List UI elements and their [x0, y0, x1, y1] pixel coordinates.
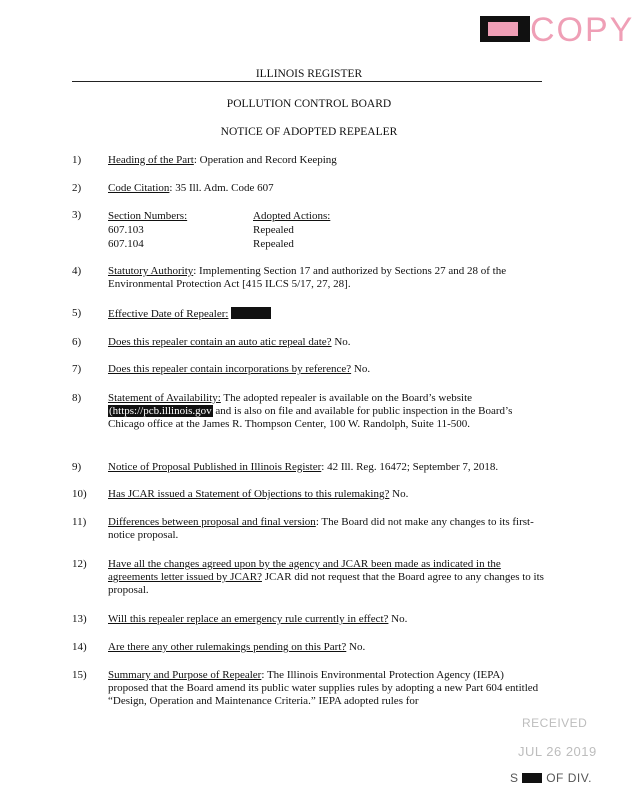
item-number: 7)	[72, 363, 82, 375]
item-number: 9)	[72, 461, 82, 473]
item-label: Does this repealer contain an auto atic repeal date?	[108, 336, 332, 348]
item-6	[108, 336, 544, 349]
item-number: 8)	[72, 392, 82, 404]
section-numbers-column	[108, 209, 248, 251]
item-label: Have all the changes agreed upon by the agency and JCAR been made as indicated in the agreements letter issued by JCAR?	[108, 558, 501, 583]
item-14	[108, 641, 544, 654]
item-number: 13)	[72, 613, 87, 625]
notice-title: NOTICE OF ADOPTED REPEALER	[220, 126, 398, 138]
item-label: Effective Date of Repealer:	[108, 308, 229, 320]
item-label: Notice of Proposal Published in Illinois Register	[108, 461, 322, 473]
item-number: 14)	[72, 641, 87, 653]
redaction-inner	[488, 22, 518, 36]
adopted-actions-label: Adopted Actions:	[253, 210, 331, 222]
item-12	[108, 558, 544, 597]
item-text: No.	[331, 336, 351, 348]
item-13	[108, 613, 544, 626]
item-number: 5)	[72, 307, 82, 319]
item-label: Does this repealer contain incorporations by reference?	[108, 363, 352, 375]
item-label: Heading of the Part	[108, 154, 194, 166]
received-stamp-label: RECEIVED	[522, 716, 588, 730]
item-number: 12)	[72, 558, 87, 570]
item-text: No.	[389, 488, 409, 500]
item-label: Code Citation	[108, 182, 170, 194]
item-label: Statement of Availability:	[108, 392, 221, 404]
item-number: 2)	[72, 182, 82, 194]
item-number: 10)	[72, 488, 87, 500]
received-office-part: OF	[546, 771, 564, 785]
item-number: 3)	[72, 209, 82, 221]
item-2	[108, 182, 544, 195]
item-label: Are there any other rulemakings pending on this Part?	[108, 641, 347, 653]
item-label: Summary and Purpose of Repealer	[108, 669, 262, 681]
adopted-action: Repealed	[253, 224, 294, 236]
item-number: 4)	[72, 265, 82, 277]
item-5	[108, 307, 544, 321]
item-label: Statutory Authority	[108, 265, 194, 277]
received-stamp-date: JUL 26 2019	[518, 744, 597, 759]
item-4	[108, 265, 544, 291]
adopted-action: Repealed	[253, 238, 294, 250]
item-9	[108, 461, 544, 474]
header-rule	[72, 81, 542, 82]
item-text: : The Illinois Environmental Protection Agency (IEPA) proposed that the Board amend its public water supplies rules by adopting a new Part 604 entitled “Design, Operation and Maintenance Criteria.” IEPA adopted rules for	[108, 669, 539, 707]
item-text: JCAR did not request that the Board agree to any changes to its proposal.	[108, 571, 544, 596]
item-text: : The Board did not make any changes to its first-notice proposal.	[108, 516, 534, 541]
item-number: 1)	[72, 154, 82, 166]
item-text: : 35 Ill. Adm. Code 607	[169, 182, 274, 194]
item-label: Will this repealer replace an emergency rule currently in effect?	[108, 613, 389, 625]
redaction-blot	[522, 773, 542, 783]
item-label: Differences between proposal and final version	[108, 516, 316, 528]
website-link[interactable]: (https://pcb.illinois.gov	[109, 405, 212, 417]
adopted-actions-column	[253, 209, 393, 251]
item-text: The adopted repealer is available on the Board’s website	[220, 392, 473, 404]
item-1	[108, 154, 544, 167]
item-text: No.	[346, 641, 366, 653]
redacted-date	[231, 307, 271, 319]
item-text: : Operation and Record Keeping	[193, 154, 337, 166]
item-text: No.	[351, 363, 371, 375]
copy-stamp-text: COPY	[530, 11, 634, 49]
received-office-part: DIV.	[567, 771, 592, 785]
item-number: 6)	[72, 336, 82, 348]
item-number: 11)	[72, 516, 87, 528]
item-10	[108, 488, 544, 501]
received-stamp-office	[510, 771, 592, 785]
item-text: No.	[388, 613, 408, 625]
section-number: 607.103	[108, 224, 144, 236]
received-office-part: S	[510, 771, 519, 785]
item-8	[108, 392, 544, 431]
item-text: : 42 Ill. Reg. 16472; September 7, 2018.	[321, 461, 499, 473]
section-numbers-label: Section Numbers:	[108, 210, 188, 222]
board-title: POLLUTION CONTROL BOARD	[226, 98, 392, 110]
register-title: ILLINOIS REGISTER	[255, 68, 363, 80]
item-7	[108, 363, 544, 376]
item-number: 15)	[72, 669, 87, 681]
item-label: Has JCAR issued a Statement of Objections to this rulemaking?	[108, 488, 390, 500]
item-11	[108, 516, 544, 542]
item-text: : Implementing Section 17 and authorized by Sections 27 and 28 of the Environmental Protection Act [415 ILCS 5/17, 27, 28].	[108, 265, 507, 290]
item-15	[108, 669, 544, 708]
copy-stamp	[480, 11, 634, 49]
item-text: and is also on file and available for public inspection in the Board’s Chicago office at the James R. Thompson Center, 100 W. Randolph, Suite 11-500.	[108, 405, 513, 430]
section-number: 607.104	[108, 238, 144, 250]
